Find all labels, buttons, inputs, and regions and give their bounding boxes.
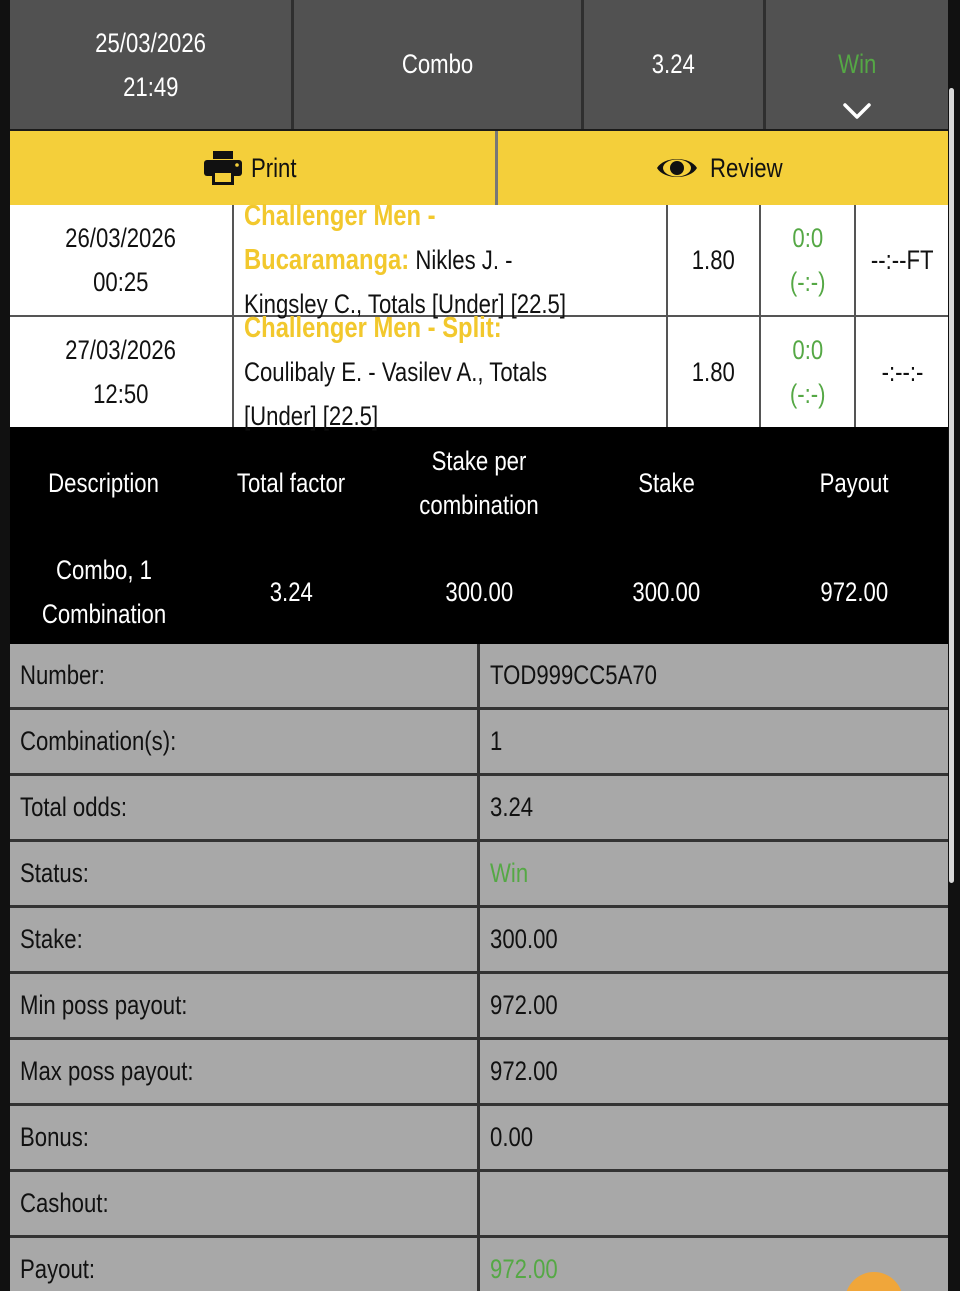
info-value: 1 bbox=[490, 726, 503, 756]
event-odds bbox=[668, 317, 761, 427]
info-value: 972.00 bbox=[490, 1056, 558, 1086]
summary-total-factor: 3.24 bbox=[269, 576, 313, 607]
summary-value-row bbox=[10, 539, 948, 644]
scrollbar[interactable] bbox=[949, 88, 954, 883]
event-description bbox=[234, 312, 668, 431]
summary-header-row bbox=[10, 427, 948, 539]
event-score bbox=[761, 205, 856, 315]
bet-date: 25/03/2026 bbox=[95, 27, 206, 58]
summary-description: Combo, 1 Combination bbox=[41, 554, 166, 629]
info-row-total-odds bbox=[10, 776, 948, 842]
header-payout: Payout bbox=[819, 468, 889, 498]
bet-details-panel bbox=[10, 0, 948, 1291]
bet-type-label: Combo bbox=[401, 49, 474, 79]
info-value: TOD999CC5A70 bbox=[490, 660, 657, 690]
event-match: Coulibaly E. - Vasilev A., Totals [Under] [22.5] bbox=[244, 357, 548, 431]
event-score bbox=[761, 317, 856, 427]
info-row-payout bbox=[10, 1238, 948, 1291]
status-value: Win bbox=[490, 858, 529, 888]
bet-time: 21:49 bbox=[122, 71, 179, 102]
event-odds-value: 1.80 bbox=[691, 356, 736, 387]
header-total-factor: Total factor bbox=[237, 468, 346, 498]
event-tournament: Challenger Men - Bucaramanga: bbox=[244, 200, 436, 276]
bet-odds bbox=[584, 0, 766, 129]
event-row bbox=[10, 200, 948, 319]
info-row-stake bbox=[10, 908, 948, 974]
event-result bbox=[856, 317, 948, 427]
info-label: Total odds: bbox=[20, 792, 128, 822]
events-table bbox=[10, 200, 948, 431]
bet-info-table bbox=[10, 644, 948, 1291]
event-result-value: --:--FT bbox=[870, 244, 934, 275]
event-match: Nikles J. - Kingsley C., Totals [Under] [22.5] bbox=[244, 245, 567, 319]
bet-header[interactable] bbox=[10, 0, 948, 129]
event-datetime bbox=[10, 317, 234, 427]
event-score-value: 0:0 bbox=[792, 223, 823, 253]
event-time: 00:25 bbox=[93, 267, 149, 297]
event-datetime bbox=[10, 205, 234, 315]
info-label: Stake: bbox=[20, 924, 83, 954]
header-stake-per-combination: Stake per combination bbox=[419, 446, 539, 520]
summary-stake: 300.00 bbox=[632, 576, 701, 607]
summary-payout: 972.00 bbox=[820, 576, 889, 607]
summary-stake-per-combination: 300.00 bbox=[445, 576, 513, 607]
event-result-value: -:--:- bbox=[881, 356, 923, 387]
header-stake: Stake bbox=[638, 468, 695, 498]
chevron-down-icon[interactable] bbox=[842, 101, 872, 121]
info-value: 0.00 bbox=[490, 1122, 534, 1152]
event-score-sub: (-:-) bbox=[789, 379, 826, 409]
event-time: 12:50 bbox=[93, 379, 149, 409]
eye-icon bbox=[656, 154, 698, 182]
info-label: Max poss payout: bbox=[20, 1056, 194, 1086]
event-score-value: 0:0 bbox=[792, 335, 823, 365]
bet-status[interactable] bbox=[766, 0, 948, 129]
event-result bbox=[856, 205, 948, 315]
payout-value: 972.00 bbox=[490, 1254, 558, 1284]
info-label: Number: bbox=[20, 660, 105, 690]
print-label: Print bbox=[250, 152, 297, 183]
bet-datetime bbox=[10, 0, 294, 129]
info-row-status bbox=[10, 842, 948, 908]
info-label: Bonus: bbox=[20, 1122, 89, 1152]
review-label: Review bbox=[709, 152, 783, 183]
bet-type bbox=[294, 0, 584, 129]
info-label: Status: bbox=[20, 858, 89, 888]
event-description bbox=[234, 200, 668, 319]
info-row-number bbox=[10, 644, 948, 710]
printer-icon bbox=[204, 151, 242, 185]
info-label: Min poss payout: bbox=[20, 990, 188, 1020]
bet-odds-value: 3.24 bbox=[651, 49, 696, 79]
event-odds-value: 1.80 bbox=[691, 244, 736, 275]
event-row bbox=[10, 312, 948, 431]
header-description: Description bbox=[48, 468, 160, 498]
info-row-combinations bbox=[10, 710, 948, 776]
event-date: 27/03/2026 bbox=[65, 335, 177, 365]
info-row-min-payout bbox=[10, 974, 948, 1040]
info-label: Combination(s): bbox=[20, 726, 177, 756]
info-value: 3.24 bbox=[490, 792, 534, 822]
event-tournament: Challenger Men - Split: bbox=[244, 312, 502, 344]
info-label: Cashout: bbox=[20, 1188, 109, 1218]
combination-summary bbox=[10, 427, 948, 644]
info-value: 300.00 bbox=[490, 924, 558, 954]
info-value: 972.00 bbox=[490, 990, 558, 1020]
event-date: 26/03/2026 bbox=[65, 223, 177, 253]
bet-status-label: Win bbox=[837, 49, 877, 79]
info-row-bonus bbox=[10, 1106, 948, 1172]
event-odds bbox=[668, 205, 761, 315]
info-row-cashout bbox=[10, 1172, 948, 1238]
event-score-sub: (-:-) bbox=[789, 267, 826, 297]
info-row-max-payout bbox=[10, 1040, 948, 1106]
info-label: Payout: bbox=[20, 1254, 96, 1284]
